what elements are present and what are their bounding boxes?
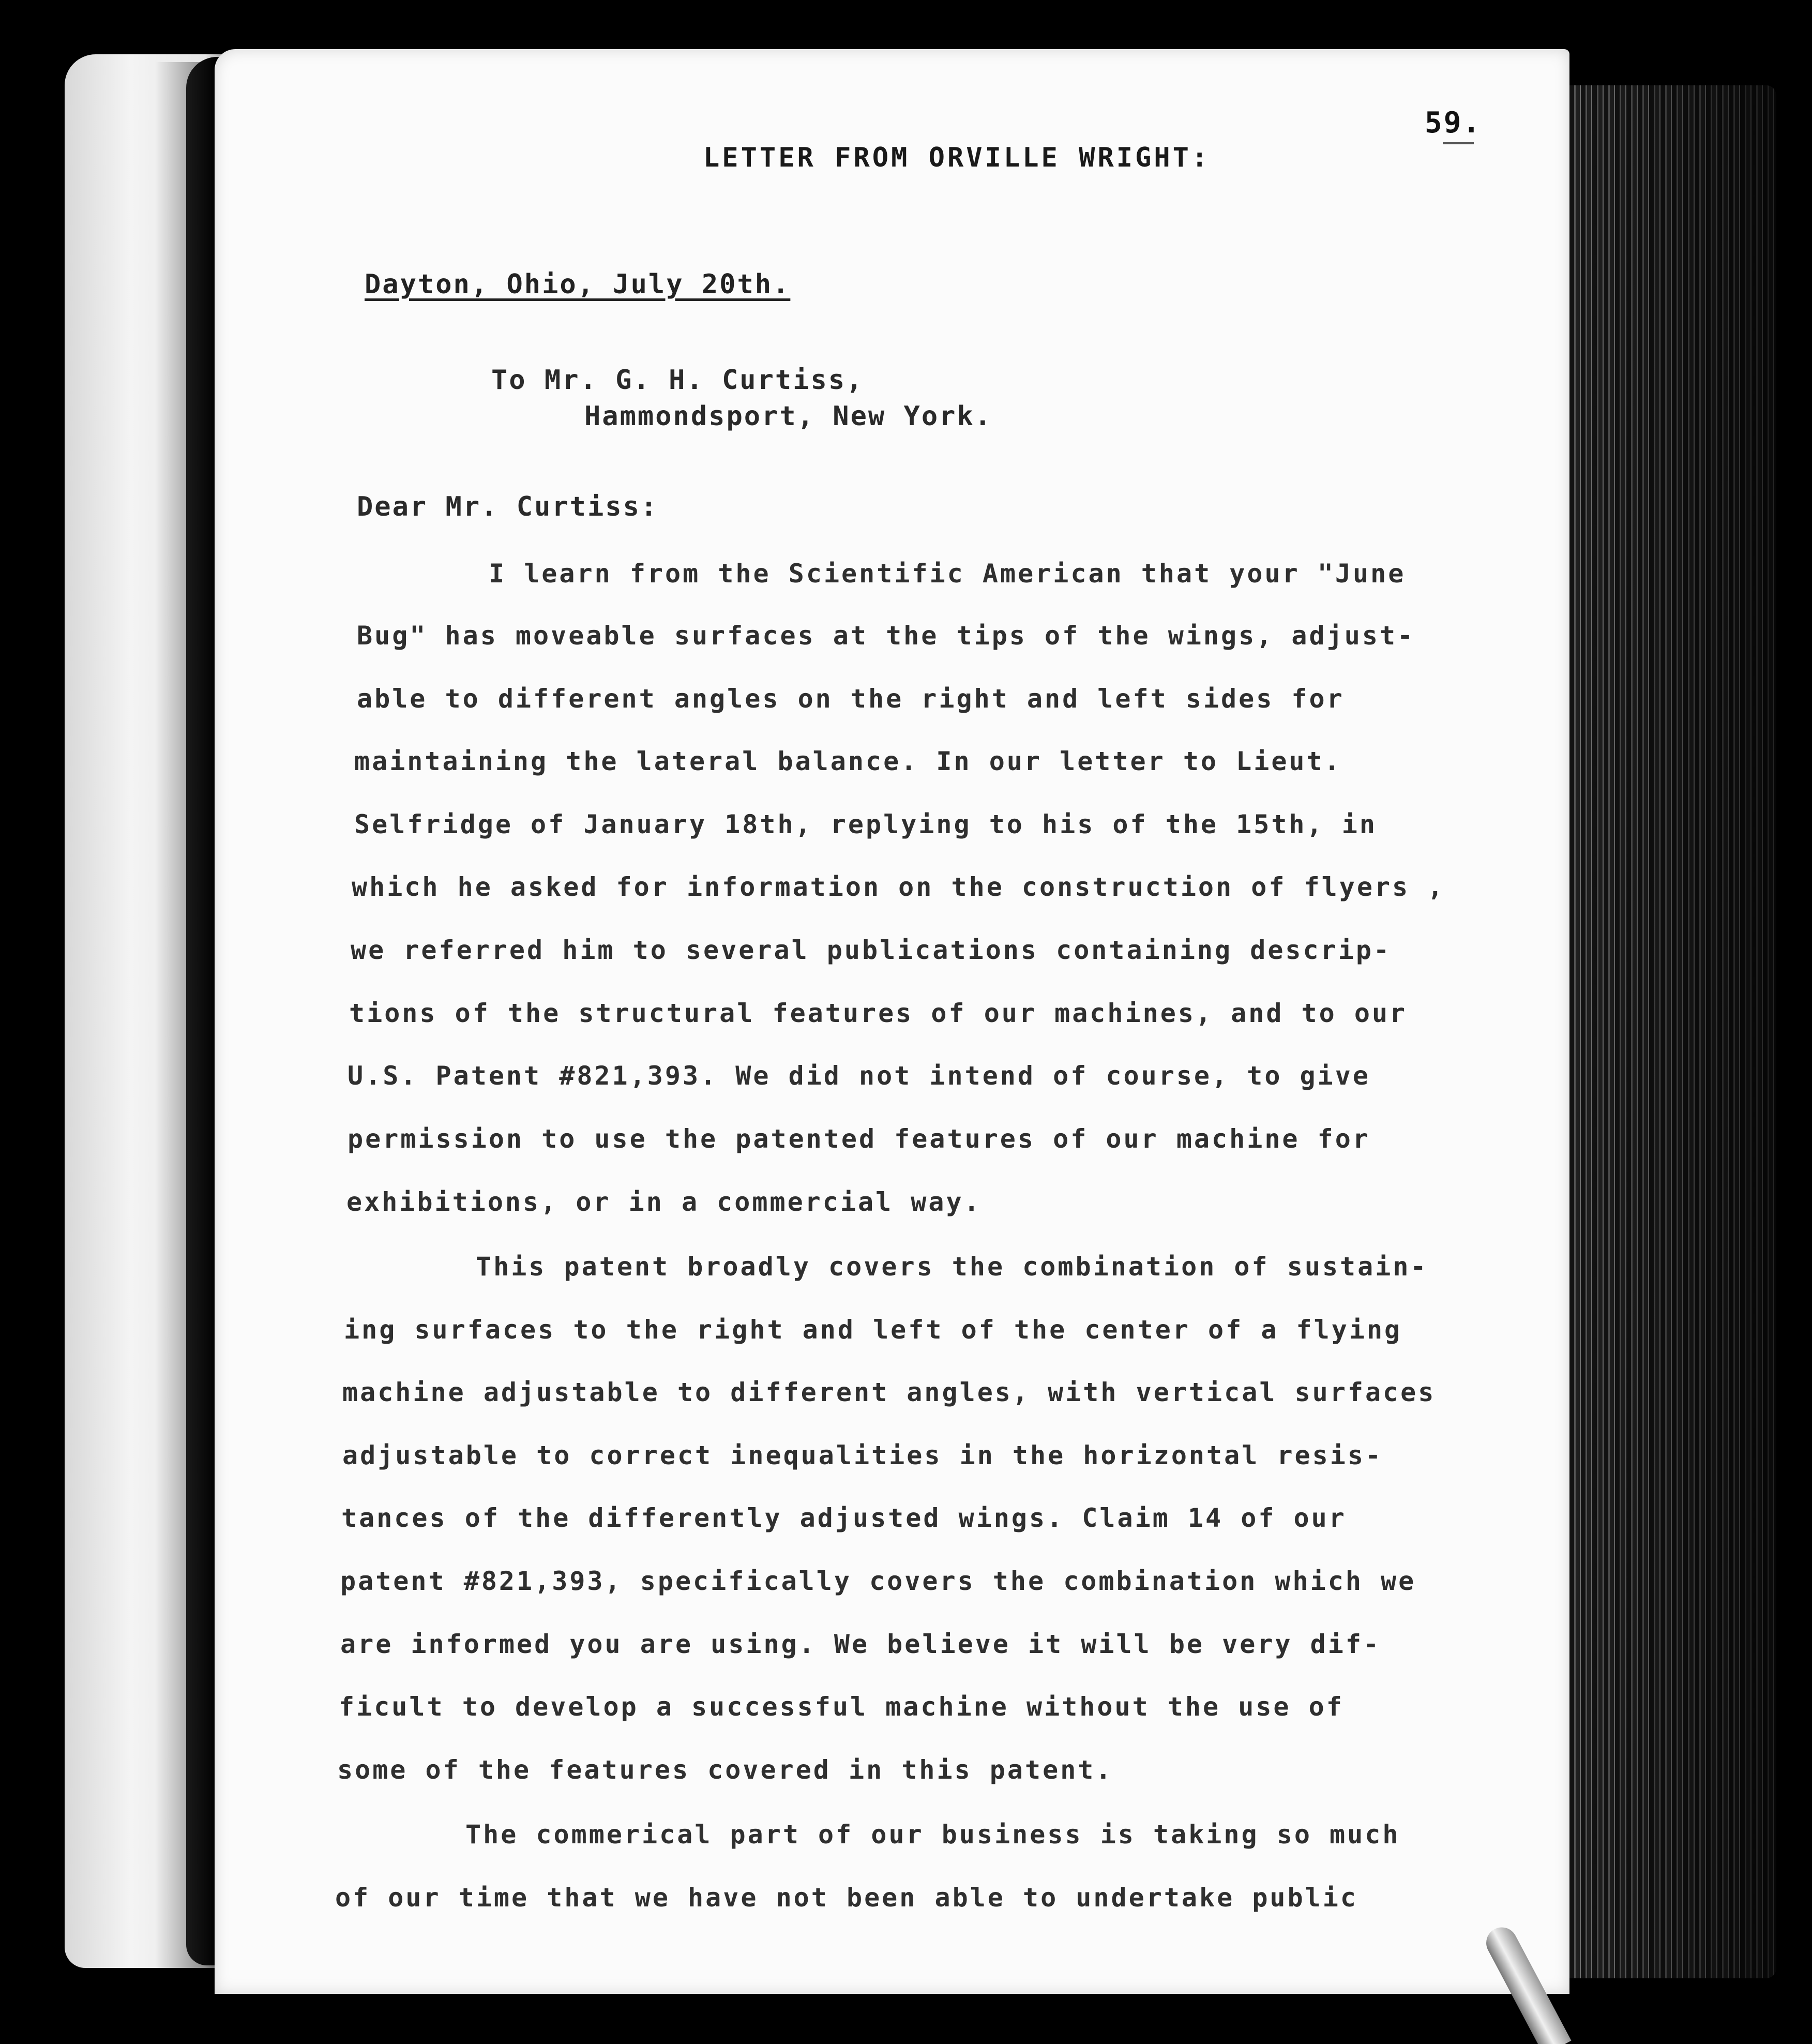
body-line: I learn from the Scientific American that your "June <box>489 559 1406 589</box>
letter-heading: LETTER FROM ORVILLE WRIGHT: <box>703 142 1211 173</box>
body-line: adjustable to correct inequalities in the horizontal resis- <box>342 1440 1383 1470</box>
body-line: able to different angles on the right and left sides for <box>357 684 1345 714</box>
body-line: we referred him to several publications containing descrip- <box>351 935 1392 965</box>
body-line: some of the features covered in this patent. <box>337 1755 1113 1785</box>
body-line: maintaining the lateral balance. In our letter to Lieut. <box>354 746 1342 776</box>
body-line: of our time that we have not been able to undertake public <box>335 1883 1358 1913</box>
dateline: Dayton, Ohio, July 20th. <box>365 269 791 300</box>
address-line-2: Hammondsport, New York. <box>584 401 993 432</box>
body-line: Selfridge of January 18th, replying to his of the 15th, in <box>354 809 1377 839</box>
body-line: tions of the structural features of our machines, and to our <box>349 998 1408 1028</box>
salutation: Dear Mr. Curtiss: <box>357 491 659 522</box>
body-line: U.S. Patent #821,393. We did not intend of course, to give <box>348 1061 1370 1091</box>
body-line: which he asked for information on the construction of flyers , <box>352 872 1445 902</box>
body-line: ficult to develop a successful machine without the use of <box>339 1692 1344 1722</box>
page-number-underline <box>1443 142 1474 144</box>
page-edges-shade <box>1569 85 1776 1978</box>
body-line: Bug" has moveable surfaces at the tips of the wings, adjust- <box>357 621 1415 651</box>
body-line: The commerical part of our business is taking so much <box>465 1820 1400 1850</box>
body-line: are informed you are using. We believe it will be very dif- <box>340 1629 1381 1659</box>
body-line: patent #821,393, specifically covers the combination which we <box>340 1566 1416 1596</box>
body-line: ing surfaces to the right and left of the center of a flying <box>344 1315 1402 1345</box>
body-line: This patent broadly covers the combination of sustain- <box>476 1252 1428 1282</box>
body-line: permission to use the patented features of our machine for <box>348 1124 1370 1154</box>
body-line: exhibitions, or in a commercial way. <box>346 1187 981 1217</box>
body-line: tances of the differently adjusted wings. Claim 14 of our <box>341 1503 1347 1533</box>
body-line: machine adjustable to different angles, with vertical surfaces <box>342 1377 1436 1407</box>
page-number: 59. <box>1425 106 1482 140</box>
address-line-1: To Mr. G. H. Curtiss, <box>491 365 864 396</box>
